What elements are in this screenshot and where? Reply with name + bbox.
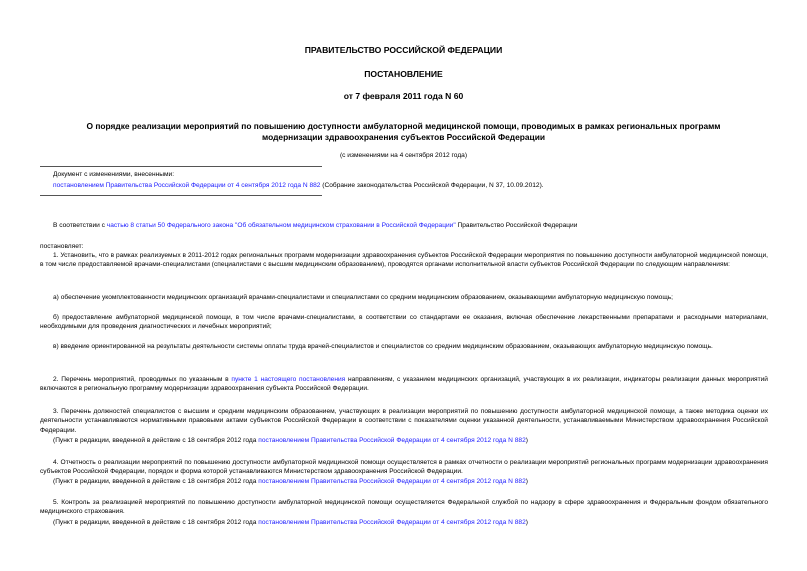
top-divider <box>40 166 322 167</box>
resolves-label: постановляет: <box>40 243 84 250</box>
edit-note-4: (Пункт в редакции, введенной в действие с 18 сентября 2012 года постановлением Правительства Российской Федерации от 4 сентября 2012 года N 882) <box>53 478 528 485</box>
paragraph-1a: а) обеспечение укомплектованности медицинских организаций врачами-специалистами и специалистами со средним медицинским образованием, оказывающими амбулаторную медицинскую помощь; <box>53 294 674 301</box>
paragraph-2: 2. Перечень мероприятий, проводимых по указанным в пункте 1 настоящего постановления направлениям, с указанием медицинских организаций, участвующих в их реализации, индикаторы реализации данных мероприятий включаются в региональную программу модернизации здравоохранения субъекта Российской Федерации. <box>40 376 768 393</box>
paragraph-1: 1. Установить, что в рамках реализуемых в 2011-2012 годах региональных программ модернизации здравоохранения субъектов Российской Федерации мероприятия по повышению доступности амбулаторной медицинской помощи, в том числе предоставляемой врачами-специалистами (специалистами с высшим медицинским образованием), проводятся органами исполнительной власти субъектов Российской Федерации по следующим направлениям: <box>40 252 768 269</box>
changes-source: (Собрание законодательства Российской Федерации, N 37, 10.09.2012). <box>320 182 544 189</box>
federal-law-link[interactable]: частью 8 статьи 50 Федерального закона "Об обязательном медицинском страховании в Российской Федерации" <box>106 222 456 229</box>
paragraph-4: 4. Отчетность о реализации мероприятий по повышению доступности амбулаторной медицинской помощи осуществляется в рамках отчетности о реализации мероприятий региональных программ модернизации здравоохранения субъектов Российской Федерации, порядок и форма которой устанавливаются Министерством здравоохранения Российской Федерации. <box>40 459 768 476</box>
edit-note-3: (Пункт в редакции, введенной в действие с 18 сентября 2012 года постановлением Правительства Российской Федерации от 4 сентября 2012 года N 882) <box>53 437 528 444</box>
point-1-link[interactable]: пункте 1 настоящего постановления <box>231 376 346 383</box>
edit-note-5: (Пункт в редакции, введенной в действие с 18 сентября 2012 года постановлением Правительства Российской Федерации от 4 сентября 2012 года N 882) <box>53 519 528 526</box>
paragraph-5: 5. Контроль за реализацией мероприятий по повышению доступности амбулаторной медицинской помощи осуществляется Федеральной службой по надзору в сфере здравоохранения и Федеральным фондом обязательного медицинского страхования. <box>40 499 768 516</box>
paragraph-1v: в) введение ориентированной на результаты деятельности системы оплаты труда врачей-специалистов и специалистов со средним медицинским образованием, оказывающих амбулаторную медицинскую помощь. <box>53 343 713 350</box>
government-heading: ПРАВИТЕЛЬСТВО РОССИЙСКОЙ ФЕДЕРАЦИИ <box>304 45 503 55</box>
preamble: В соответствии с частью 8 статьи 50 Федерального закона "Об обязательном медицинском страховании в Российской Федерации" Правительство Российской Федерации <box>53 222 578 229</box>
edit-note-5-link[interactable]: постановлением Правительства Российской Федерации от 4 сентября 2012 года N 882 <box>258 519 526 526</box>
document-type: ПОСТАНОВЛЕНИЕ <box>364 69 443 79</box>
changes-line <box>53 181 544 190</box>
edit-note-4-link[interactable]: постановлением Правительства Российской Федерации от 4 сентября 2012 года N 882 <box>258 478 526 485</box>
paragraph-3: 3. Перечень должностей специалистов с высшим и средним медицинским образованием, участвующих в реализации мероприятий по повышению доступности амбулаторной медицинской помощи, а также методика оценки их деятельности устанавливаются нормативными правовыми актами субъектов Российской Федерации в соответствии с показателями оценки указанной деятельности, устанавливаемыми Министерством здравоохранения Российской Федерации. <box>40 408 768 434</box>
paragraph-1b: б) предоставление амбулаторной медицинской помощи, в том числе врачами-специалистами, в соответствии со стандартами ее оказания, включая обеспечение лекарственными препаратами и расходными материалами, необходимыми для проведения диагностических и лечебных мероприятий; <box>40 314 768 331</box>
document-title-line2: модернизации здравоохранения субъектов Российской Федерации <box>262 132 545 142</box>
changes-label: Документ с изменениями, внесенными: <box>53 171 175 178</box>
amended-note: (с изменениями на 4 сентября 2012 года) <box>339 152 468 159</box>
bottom-divider <box>40 195 322 196</box>
document-title-line1: О порядке реализации мероприятий по повышению доступности амбулаторной медицинской помощи, проводимых в рамках региональных программ <box>86 121 721 131</box>
document-date: от 7 февраля 2011 года N 60 <box>343 91 464 101</box>
amendment-link[interactable]: постановлением Правительства Российской Федерации от 4 сентября 2012 года N 882 <box>53 182 321 189</box>
edit-note-3-link[interactable]: постановлением Правительства Российской Федерации от 4 сентября 2012 года N 882 <box>258 437 526 444</box>
